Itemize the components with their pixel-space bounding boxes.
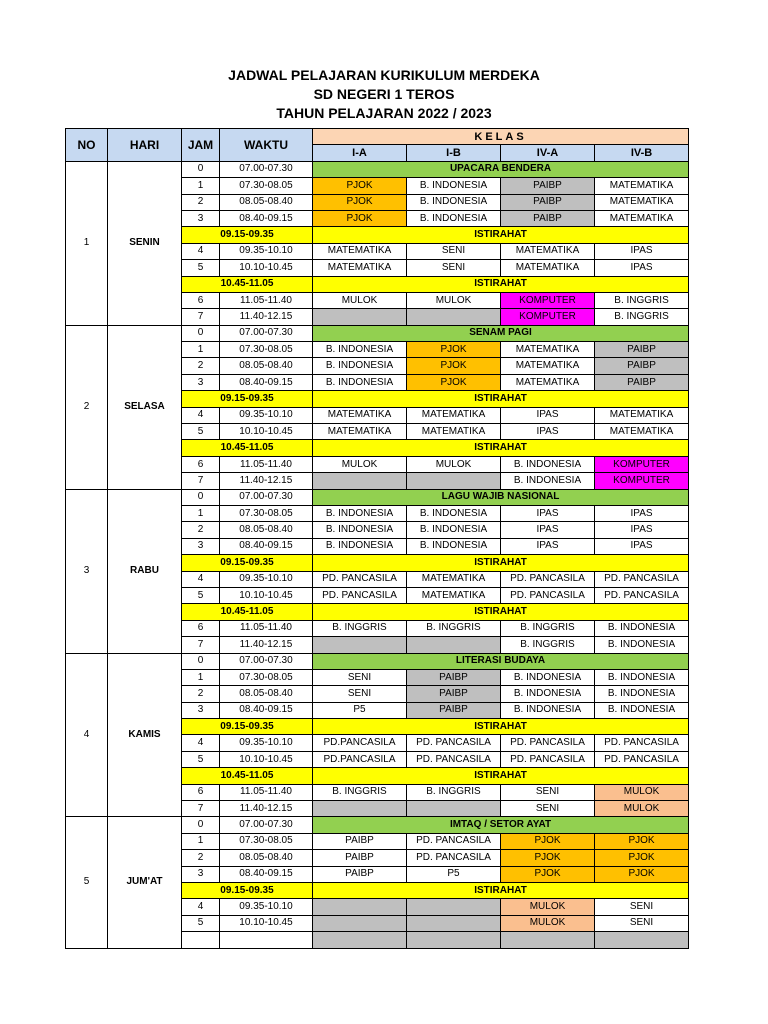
waktu-cell: 07.00-07.30 [220, 653, 313, 669]
subject-cell: PAIBP [407, 686, 501, 702]
waktu-cell: 09.35-10.10 [220, 407, 313, 423]
waktu-cell: 07.00-07.30 [220, 325, 313, 341]
subject-cell: MATEMATIKA [313, 407, 407, 423]
title-line-3: TAHUN PELAJARAN 2022 / 2023 [276, 105, 492, 121]
jam-cell: 1 [182, 178, 220, 194]
jam-cell: 0 [182, 653, 220, 669]
subject-cell: IPAS [501, 505, 595, 521]
subject-cell [313, 637, 407, 653]
waktu-cell: 10.10-10.45 [220, 751, 313, 767]
subject-cell: B. INDONESIA [313, 342, 407, 358]
subject-cell: MULOK [501, 899, 595, 915]
subject-cell: KOMPUTER [595, 473, 689, 489]
subject-cell: PAIBP [501, 194, 595, 210]
subject-cell: SENI [501, 784, 595, 800]
subject-cell [595, 932, 689, 948]
waktu-cell: 11.40-12.15 [220, 473, 313, 489]
subject-cell: B. INDONESIA [595, 702, 689, 718]
jam-cell: 6 [182, 620, 220, 636]
subject-cell: IPAS [595, 505, 689, 521]
waktu-cell: 11.40-12.15 [220, 801, 313, 817]
activity-cell: SENAM PAGI [313, 325, 689, 341]
jam-cell: 4 [182, 735, 220, 751]
jam-cell: 5 [182, 751, 220, 767]
subject-cell: B. INGGRIS [595, 292, 689, 308]
waktu-cell: 08.40-09.15 [220, 374, 313, 390]
waktu-cell: 08.05-08.40 [220, 194, 313, 210]
subject-cell: B. INDONESIA [313, 505, 407, 521]
jam-cell: 3 [182, 702, 220, 718]
waktu-cell: 09.35-10.10 [220, 571, 313, 587]
jam-cell: 3 [182, 210, 220, 226]
subject-cell: PAIBP [313, 850, 407, 866]
subject-cell: P5 [407, 866, 501, 882]
subject-cell: MATEMATIKA [501, 260, 595, 276]
subject-cell: PJOK [313, 178, 407, 194]
subject-cell: B. INDONESIA [501, 456, 595, 472]
jam-cell: 4 [182, 243, 220, 259]
subject-cell: PAIBP [501, 178, 595, 194]
day-number: 2 [66, 325, 108, 489]
subject-cell: B. INDONESIA [407, 178, 501, 194]
subject-cell: SENI [313, 686, 407, 702]
day-name: JUM'AT [108, 817, 182, 948]
activity-cell: IMTAQ / SETOR AYAT [313, 817, 689, 833]
waktu-cell: 11.05-11.40 [220, 456, 313, 472]
subject-cell: PD. PANCASILA [595, 735, 689, 751]
subject-cell: PD. PANCASILA [501, 571, 595, 587]
day-name: SELASA [108, 325, 182, 489]
subject-cell: SENI [407, 260, 501, 276]
jam-cell: 0 [182, 817, 220, 833]
break-time-cell: 09.15-09.35 [182, 227, 313, 243]
subject-cell: PD. PANCASILA [501, 751, 595, 767]
table-row [66, 325, 689, 341]
break-time-cell: 09.15-09.35 [182, 555, 313, 571]
subject-cell: PJOK [595, 866, 689, 882]
waktu-cell: 08.40-09.15 [220, 866, 313, 882]
subject-cell: B. INDONESIA [501, 669, 595, 685]
waktu-cell: 10.10-10.45 [220, 424, 313, 440]
jam-cell: 7 [182, 309, 220, 325]
subject-cell: B. INDONESIA [501, 686, 595, 702]
waktu-cell: 08.40-09.15 [220, 702, 313, 718]
subject-cell: MULOK [595, 801, 689, 817]
subject-cell: MATEMATIKA [501, 374, 595, 390]
subject-cell [407, 932, 501, 948]
subject-cell: MATEMATIKA [313, 424, 407, 440]
jam-cell: 2 [182, 850, 220, 866]
waktu-cell: 07.30-08.05 [220, 669, 313, 685]
waktu-cell: 07.30-08.05 [220, 505, 313, 521]
waktu-cell: 09.35-10.10 [220, 735, 313, 751]
subject-cell: B. INDONESIA [595, 620, 689, 636]
jam-cell: 4 [182, 899, 220, 915]
subject-cell: PAIBP [595, 374, 689, 390]
waktu-cell: 07.00-07.30 [220, 817, 313, 833]
waktu-cell: 07.00-07.30 [220, 161, 313, 177]
break-label-cell: ISTIRAHAT [313, 227, 689, 243]
day-number: 3 [66, 489, 108, 653]
jam-cell: 3 [182, 374, 220, 390]
waktu-cell: 11.40-12.15 [220, 309, 313, 325]
subject-cell: MATEMATIKA [595, 194, 689, 210]
subject-cell: PJOK [407, 374, 501, 390]
subject-cell [407, 899, 501, 915]
waktu-cell: 08.40-09.15 [220, 538, 313, 554]
activity-cell: UPACARA BENDERA [313, 161, 689, 177]
jam-cell: 2 [182, 358, 220, 374]
subject-cell: PD. PANCASILA [407, 833, 501, 849]
subject-cell [313, 309, 407, 325]
subject-cell: B. INDONESIA [407, 538, 501, 554]
jam-cell: 1 [182, 505, 220, 521]
subject-cell [313, 801, 407, 817]
table-row [66, 817, 689, 833]
jam-cell: 6 [182, 456, 220, 472]
subject-cell: B. INDONESIA [501, 702, 595, 718]
subject-cell [407, 309, 501, 325]
document-title [0, 66, 768, 123]
jam-cell: 2 [182, 522, 220, 538]
subject-cell: IPAS [595, 260, 689, 276]
subject-cell: PJOK [313, 210, 407, 226]
jam-cell: 5 [182, 260, 220, 276]
break-time-cell: 09.15-09.35 [182, 719, 313, 735]
subject-cell: PJOK [501, 850, 595, 866]
subject-cell: MATEMATIKA [595, 178, 689, 194]
subject-cell: IPAS [595, 243, 689, 259]
subject-cell [313, 899, 407, 915]
subject-cell [407, 473, 501, 489]
subject-cell: KOMPUTER [595, 456, 689, 472]
jam-cell: 2 [182, 194, 220, 210]
header-waktu: WAKTU [220, 129, 313, 162]
jam-cell: 4 [182, 571, 220, 587]
waktu-cell: 08.05-08.40 [220, 522, 313, 538]
subject-cell: PJOK [501, 866, 595, 882]
subject-cell: PD. PANCASILA [595, 587, 689, 603]
subject-cell: SENI [595, 915, 689, 931]
subject-cell: B. INGGRIS [313, 620, 407, 636]
subject-cell: B. INGGRIS [501, 620, 595, 636]
table-row [66, 653, 689, 669]
subject-cell: MULOK [501, 915, 595, 931]
waktu-cell: 07.30-08.05 [220, 342, 313, 358]
jam-cell: 0 [182, 489, 220, 505]
subject-cell: KOMPUTER [501, 309, 595, 325]
waktu-cell: 11.05-11.40 [220, 292, 313, 308]
subject-cell: IPAS [595, 522, 689, 538]
break-time-cell: 09.15-09.35 [182, 391, 313, 407]
subject-cell: PAIBP [595, 358, 689, 374]
waktu-cell: 09.35-10.10 [220, 243, 313, 259]
waktu-cell: 08.40-09.15 [220, 210, 313, 226]
subject-cell: PAIBP [313, 833, 407, 849]
subject-cell: MULOK [595, 784, 689, 800]
waktu-cell: 08.05-08.40 [220, 850, 313, 866]
waktu-cell: 11.40-12.15 [220, 637, 313, 653]
subject-cell: B. INDONESIA [313, 522, 407, 538]
waktu-cell: 11.05-11.40 [220, 784, 313, 800]
jam-cell: 6 [182, 784, 220, 800]
break-label-cell: ISTIRAHAT [313, 768, 689, 784]
jam-cell: 7 [182, 801, 220, 817]
waktu-cell: 10.10-10.45 [220, 915, 313, 931]
waktu-cell: 07.30-08.05 [220, 833, 313, 849]
jam-cell [182, 932, 220, 948]
break-time-cell: 10.45-11.05 [182, 276, 313, 292]
subject-cell: PAIBP [313, 866, 407, 882]
subject-cell: PJOK [407, 342, 501, 358]
break-label-cell: ISTIRAHAT [313, 555, 689, 571]
subject-cell: SENI [407, 243, 501, 259]
subject-cell: PD. PANCASILA [501, 735, 595, 751]
jam-cell: 7 [182, 637, 220, 653]
subject-cell [313, 915, 407, 931]
day-number: 1 [66, 161, 108, 325]
subject-cell: IPAS [595, 538, 689, 554]
jam-cell: 5 [182, 587, 220, 603]
break-label-cell: ISTIRAHAT [313, 719, 689, 735]
subject-cell: MULOK [407, 456, 501, 472]
subject-cell: PD.PANCASILA [313, 735, 407, 751]
waktu-cell: 10.10-10.45 [220, 260, 313, 276]
subject-cell: PAIBP [407, 702, 501, 718]
jam-cell: 1 [182, 833, 220, 849]
subject-cell: PJOK [595, 833, 689, 849]
subject-cell: PD. PANCASILA [407, 850, 501, 866]
subject-cell: PJOK [313, 194, 407, 210]
subject-cell: IPAS [501, 407, 595, 423]
jam-cell: 2 [182, 686, 220, 702]
title-line-1: JADWAL PELAJARAN KURIKULUM MERDEKA [228, 67, 540, 83]
table-row [66, 489, 689, 505]
jam-cell: 6 [182, 292, 220, 308]
waktu-cell: 11.05-11.40 [220, 620, 313, 636]
waktu-cell: 07.00-07.30 [220, 489, 313, 505]
subject-cell [407, 915, 501, 931]
header-class-4a: IV-A [501, 145, 595, 161]
subject-cell: B. INDONESIA [407, 522, 501, 538]
subject-cell: PD. PANCASILA [407, 751, 501, 767]
subject-cell: B. INDONESIA [313, 538, 407, 554]
break-label-cell: ISTIRAHAT [313, 391, 689, 407]
subject-cell: B. INGGRIS [313, 784, 407, 800]
subject-cell [407, 801, 501, 817]
subject-cell: MATEMATIKA [595, 424, 689, 440]
day-number: 5 [66, 817, 108, 948]
subject-cell: IPAS [501, 522, 595, 538]
subject-cell: PD. PANCASILA [313, 587, 407, 603]
header-hari: HARI [108, 129, 182, 162]
header-class-1a: I-A [313, 145, 407, 161]
subject-cell: IPAS [501, 424, 595, 440]
header-jam: JAM [182, 129, 220, 162]
subject-cell: PJOK [407, 358, 501, 374]
waktu-cell: 10.10-10.45 [220, 587, 313, 603]
header-class-4b: IV-B [595, 145, 689, 161]
jam-cell: 3 [182, 866, 220, 882]
subject-cell: SENI [501, 801, 595, 817]
subject-cell: PD. PANCASILA [595, 751, 689, 767]
subject-cell: B. INDONESIA [313, 358, 407, 374]
jam-cell: 1 [182, 669, 220, 685]
subject-cell: MULOK [313, 292, 407, 308]
subject-cell: IPAS [501, 538, 595, 554]
jam-cell: 5 [182, 424, 220, 440]
subject-cell: MATEMATIKA [313, 260, 407, 276]
activity-cell: LAGU WAJIB NASIONAL [313, 489, 689, 505]
subject-cell: PAIBP [595, 342, 689, 358]
subject-cell: B. INDONESIA [313, 374, 407, 390]
subject-cell: MATEMATIKA [595, 210, 689, 226]
subject-cell: PD. PANCASILA [595, 571, 689, 587]
jam-cell: 7 [182, 473, 220, 489]
break-time-cell: 10.45-11.05 [182, 604, 313, 620]
subject-cell: MATEMATIKA [407, 407, 501, 423]
break-label-cell: ISTIRAHAT [313, 604, 689, 620]
jam-cell: 4 [182, 407, 220, 423]
subject-cell [501, 932, 595, 948]
waktu-cell: 08.05-08.40 [220, 358, 313, 374]
subject-cell: B. INDONESIA [595, 686, 689, 702]
subject-cell: B. INDONESIA [595, 669, 689, 685]
subject-cell: B. INGGRIS [407, 620, 501, 636]
day-name: RABU [108, 489, 182, 653]
subject-cell: SENI [595, 899, 689, 915]
subject-cell: P5 [313, 702, 407, 718]
subject-cell: PD. PANCASILA [501, 587, 595, 603]
subject-cell: B. INGGRIS [595, 309, 689, 325]
jam-cell: 0 [182, 325, 220, 341]
waktu-cell: 08.05-08.40 [220, 686, 313, 702]
subject-cell: MATEMATIKA [313, 243, 407, 259]
header-kelas: KELAS [313, 129, 689, 145]
subject-cell: PAIBP [407, 669, 501, 685]
subject-cell [313, 932, 407, 948]
jam-cell: 5 [182, 915, 220, 931]
subject-cell: B. INDONESIA [407, 210, 501, 226]
subject-cell: PD.PANCASILA [313, 751, 407, 767]
schedule-body [66, 161, 689, 948]
day-name: SENIN [108, 161, 182, 325]
subject-cell: PJOK [501, 833, 595, 849]
jam-cell: 1 [182, 342, 220, 358]
subject-cell: MATEMATIKA [407, 424, 501, 440]
header-no: NO [66, 129, 108, 162]
waktu-cell: 09.35-10.10 [220, 899, 313, 915]
subject-cell: B. INDONESIA [407, 194, 501, 210]
subject-cell [313, 473, 407, 489]
subject-cell: B. INGGRIS [407, 784, 501, 800]
subject-cell: MATEMATIKA [407, 587, 501, 603]
schedule-table [65, 128, 689, 949]
day-number: 4 [66, 653, 108, 817]
subject-cell: PJOK [595, 850, 689, 866]
subject-cell: PD. PANCASILA [407, 735, 501, 751]
break-time-cell: 10.45-11.05 [182, 440, 313, 456]
subject-cell: B. INDONESIA [501, 473, 595, 489]
break-label-cell: ISTIRAHAT [313, 440, 689, 456]
jam-cell: 0 [182, 161, 220, 177]
subject-cell: PAIBP [501, 210, 595, 226]
break-time-cell: 10.45-11.05 [182, 768, 313, 784]
subject-cell: PD. PANCASILA [313, 571, 407, 587]
day-name: KAMIS [108, 653, 182, 817]
break-time-cell: 09.15-09.35 [182, 882, 313, 898]
subject-cell: MATEMATIKA [501, 358, 595, 374]
header-class-1b: I-B [407, 145, 501, 161]
subject-cell: KOMPUTER [501, 292, 595, 308]
subject-cell: B. INDONESIA [595, 637, 689, 653]
waktu-cell: 07.30-08.05 [220, 178, 313, 194]
subject-cell: MULOK [313, 456, 407, 472]
subject-cell: B. INDONESIA [407, 505, 501, 521]
subject-cell: B. INGGRIS [501, 637, 595, 653]
subject-cell [407, 637, 501, 653]
subject-cell: MATEMATIKA [501, 342, 595, 358]
subject-cell: MULOK [407, 292, 501, 308]
jam-cell: 3 [182, 538, 220, 554]
subject-cell: SENI [313, 669, 407, 685]
break-label-cell: ISTIRAHAT [313, 882, 689, 898]
subject-cell: MATEMATIKA [595, 407, 689, 423]
subject-cell: MATEMATIKA [407, 571, 501, 587]
title-line-2: SD NEGERI 1 TEROS [313, 86, 455, 102]
subject-cell: MATEMATIKA [501, 243, 595, 259]
table-row [66, 161, 689, 177]
waktu-cell [220, 932, 313, 948]
activity-cell: LITERASI BUDAYA [313, 653, 689, 669]
break-label-cell: ISTIRAHAT [313, 276, 689, 292]
